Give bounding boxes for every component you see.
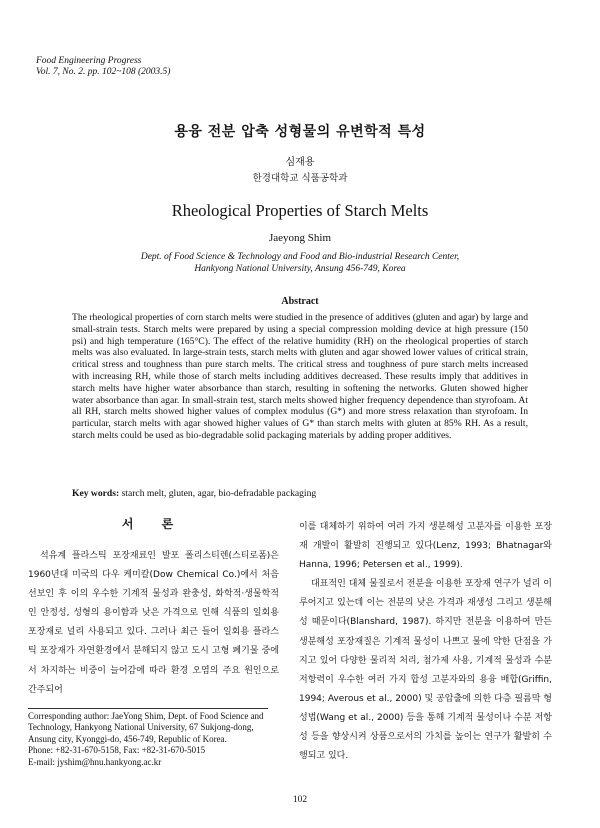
abstract-heading: Abstract <box>281 296 319 307</box>
keywords-text: starch melt, gluten, agar, bio-defradable packaging <box>121 488 317 499</box>
page-number: 102 <box>292 795 308 805</box>
english-affiliation <box>0 251 600 275</box>
corresponding-author-footnote <box>28 711 279 768</box>
journal-citation: Vol. 7, No. 2. pp. 102~108 (2003.5) <box>36 67 171 77</box>
footnote-divider <box>28 708 268 709</box>
intro-paragraph-left: 석유계 플라스틱 포장재료인 발포 폴리스티렌(스티로폼)은 1960년대 미국의 다우 케미칼(Dow Chemical Co.)에서 처음 선보인 후 이의 우수한 기계적 물성과 완충성, 화학적·생물학적인 안정성, 성형의 용이함과 낮은 가격으로 인해 식품의 일회용 포장재로 널리 사용되고 있다. 그러나 최근 들어 일회용 플라스틱 포장재가 자연환경에서 분해되지 않고 도시 고형 폐기물 중에서 차지하는 비중이 늘어감에 따라 환경 오염의 주요 원인으로 간주되어 <box>28 551 279 695</box>
section-heading-intro: 서 론 <box>121 517 186 531</box>
keywords-label: Key words: <box>72 488 120 499</box>
korean-title: 용융 전분 압축 성형물의 유변학적 특성 <box>174 124 426 140</box>
english-author: Jaeyong Shim <box>268 232 332 244</box>
keywords <box>72 488 528 499</box>
abstract-text: The rheological properties of corn starch melts were studied in the presence of additives (gluten and agar) by large and small-strain tests. Starch melts were prepared by using a special compression molding device at high pressure (150 psi) and high temperature (165°C). The effect of the relative humidity (RH) on the rheological properties of starch melts was also evaluated. In large-strain tests, starch melts with gluten and agar showed lower values of critical strain, critical stress and toughness than pure starch melts. The critical stress and toughness of pure starch melts increased with increasing RH, while those of starch melts including additives decreased. These results imply that additives in starch melts have higher water absorbance than starch, resulting in softening the networks. Gluten showed higher water absorbance than agar. In small-strain test, starch melts showed higher frequency dependence than styrofoam. At all RH, starch melts showed higher values of complex modulus (G*) and more stress relaxation than styrofoam. In particular, starch melts with agar showed higher values of G* than starch melts with gluten at 85% RH. As a result, starch melts could be used as bio-degradable solid packaging materials by adding proper additives. <box>72 312 528 441</box>
footnote-phone: Phone: +82-31-670-5158, Fax: +82-31-670-5015 <box>28 745 206 756</box>
intro-paragraph-right-1: 이를 대체하기 위하여 여러 가지 생분해성 고분자를 이용한 포장재 개발이 활발히 진행되고 있다(Lenz, 1993; Bhatnagar와 Hanna, 1996; Petersen et al., 1999). <box>299 522 552 571</box>
footnote-email: E-mail: jyshim@hnu.hankyong.ac.kr <box>28 756 162 767</box>
journal-name: Food Engineering Progress <box>36 56 142 66</box>
korean-author: 심재용 <box>285 157 315 168</box>
affiliation-line-2: Hankyong National University, Ansung 456-749, Korea <box>194 264 406 274</box>
right-column <box>299 518 552 766</box>
english-title: Rheological Properties of Starch Melts <box>171 201 429 220</box>
affiliation-line-1: Dept. of Food Science & Technology and Food and Bio-industrial Research Center, <box>140 252 460 262</box>
left-column <box>28 515 279 700</box>
footnote-address: Corresponding author: JaeYong Shim, Dept. of Food Science and Technology, Hankyong National University, 67 Sukjong-dong, Ansung city, Kyonggi-do, 456-749, Republic of Korea. <box>28 711 264 744</box>
korean-affiliation: 한경대학교 식품공학과 <box>252 173 348 184</box>
journal-header <box>36 56 170 78</box>
intro-paragraph-right-2: 대표적인 대체 물질로서 전분을 이용한 포장재 연구가 널리 이루어지고 있는데 이는 전분의 낮은 가격과 재생성 그리고 생분해성 때문이다(Blanshard, 1987). 하지만 전분을 이용하여 만든 생분해성 포장재질은 기계적 물성이 나쁘고 물에 약한 단점을 가지고 있어 다양한 물리적 처리, 첨가제 사용, 기계적 물성과 수분저항력이 우수한 여러 가지 합성 고분자와의 용융 배합(Griffin, 1994; Averous et al., 2000) 및 공압출에 의한 다층 필름막 형성법(Wang et al., 2000) 등을 통해 기계적 물성이나 수분 저항성 등을 향상시켜 상품으로서의 가치를 높이는 연구가 활발히 수행되고 있다. <box>299 579 552 762</box>
